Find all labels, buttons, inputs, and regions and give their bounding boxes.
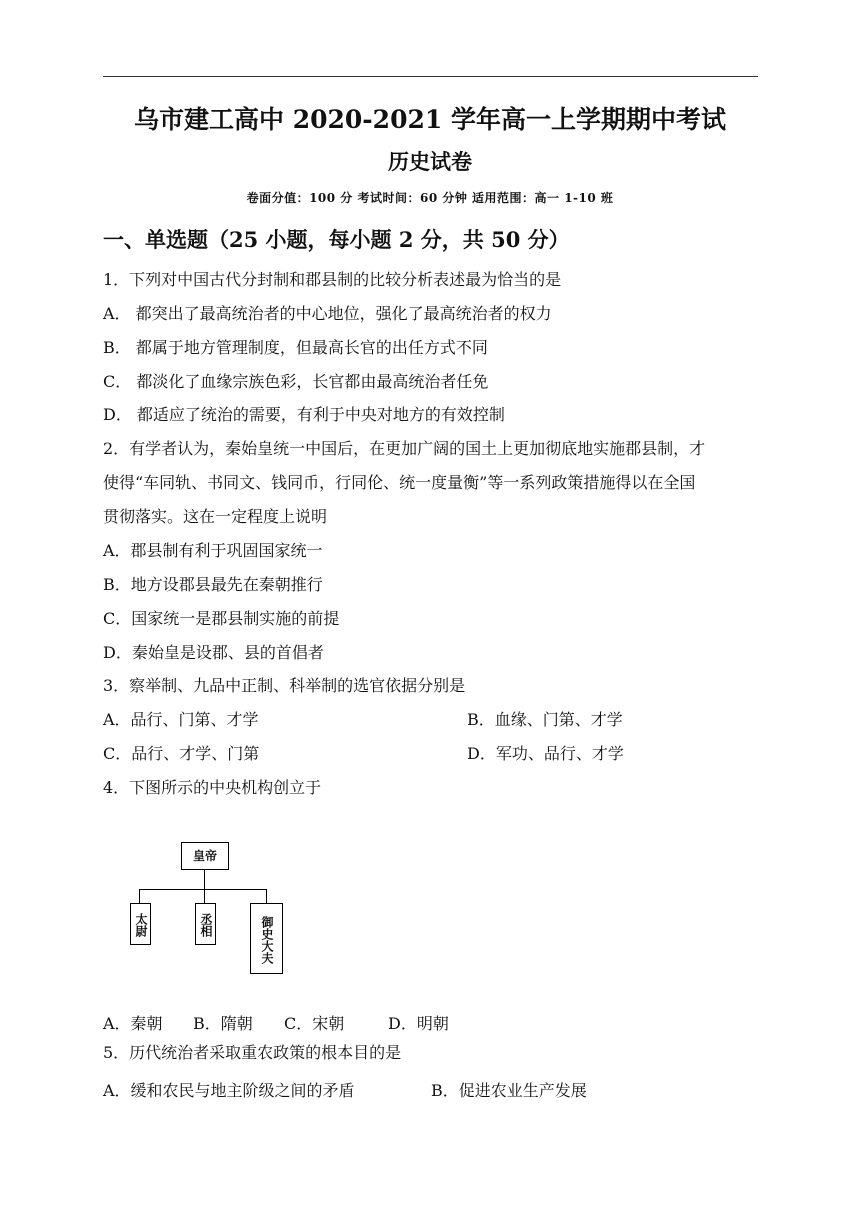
q1-option-a: A． 都突出了最高统治者的中心地位，强化了最高统治者的权力 <box>103 304 552 323</box>
diagram-node-taiwei: 太尉 <box>130 903 151 945</box>
diagram-connector <box>266 889 267 903</box>
exam-meta: 卷面分值：100 分 考试时间：60 分钟 适用范围：高一 1-10 班 <box>246 191 614 205</box>
diagram-node-emperor: 皇帝 <box>181 842 229 870</box>
diagram-connector <box>139 889 140 903</box>
q4-option-a: A．秦朝 <box>103 1014 163 1033</box>
q1-option-c: C． 都淡化了血缘宗族色彩，长官都由最高统治者任免 <box>103 372 489 391</box>
diagram-connector <box>204 869 205 889</box>
q2-option-a: A．郡县制有利于巩固国家统一 <box>103 541 323 560</box>
diagram-connector <box>204 889 205 903</box>
q2-stem-line1: 2．有学者认为，秦始皇统一中国后，在更加广阔的国土上更加彻底地实施郡县制，才 <box>103 439 706 458</box>
q3-option-d: D．军功、品行、才学 <box>467 744 624 763</box>
q2-option-b: B．地方设郡县最先在秦朝推行 <box>103 575 323 594</box>
q3-option-c: C．品行、才学、门第 <box>103 744 260 763</box>
diagram-node-chengxiang: 丞相 <box>195 903 216 945</box>
diagram-node-yushidafu: 御史大夫 <box>250 903 283 974</box>
section-heading: 一、单选题（25 小题，每小题 2 分，共 50 分） <box>103 227 570 252</box>
q5-stem: 5．历代统治者采取重农政策的根本目的是 <box>103 1043 402 1062</box>
q4-option-b: B．隋朝 <box>193 1014 253 1033</box>
q5-option-b: B．促进农业生产发展 <box>431 1081 587 1100</box>
q4-stem: 4．下图所示的中央机构创立于 <box>103 778 322 797</box>
q3-option-b: B．血缘、门第、才学 <box>467 710 623 729</box>
q5-option-a: A．缓和农民与地主阶级之间的矛盾 <box>103 1081 355 1100</box>
q1-option-b: B． 都属于地方管理制度，但最高长官的出任方式不同 <box>103 338 488 357</box>
q3-option-a: A．品行、门第、才学 <box>103 710 259 729</box>
q2-stem-line3: 贯彻落实。这在一定程度上说明 <box>103 507 328 526</box>
exam-title: 乌市建工高中 2020-2021 学年高一上学期期中考试 <box>134 105 726 134</box>
header-rule <box>103 76 758 77</box>
q3-stem: 3．察举制、九品中正制、科举制的选官依据分别是 <box>103 676 466 695</box>
q2-option-d: D．秦始皇是设郡、县的首倡者 <box>103 643 324 662</box>
q1-option-d: D． 都适应了统治的需要，有利于中央对地方的有效控制 <box>103 405 505 424</box>
exam-subtitle: 历史试卷 <box>388 149 472 174</box>
q2-stem-line2: 使得“车同轨、书同文、钱同币，行同伦、统一度量衡”等一系列政策措施得以在全国 <box>103 473 696 492</box>
q2-option-c: C．国家统一是郡县制实施的前提 <box>103 609 340 628</box>
q4-option-d: D．明朝 <box>388 1014 449 1033</box>
q1-stem: 1．下列对中国古代分封制和郡县制的比较分析表述最为恰当的是 <box>103 270 562 289</box>
q4-option-c: C．宋朝 <box>284 1014 345 1033</box>
diagram-connector <box>139 889 266 890</box>
